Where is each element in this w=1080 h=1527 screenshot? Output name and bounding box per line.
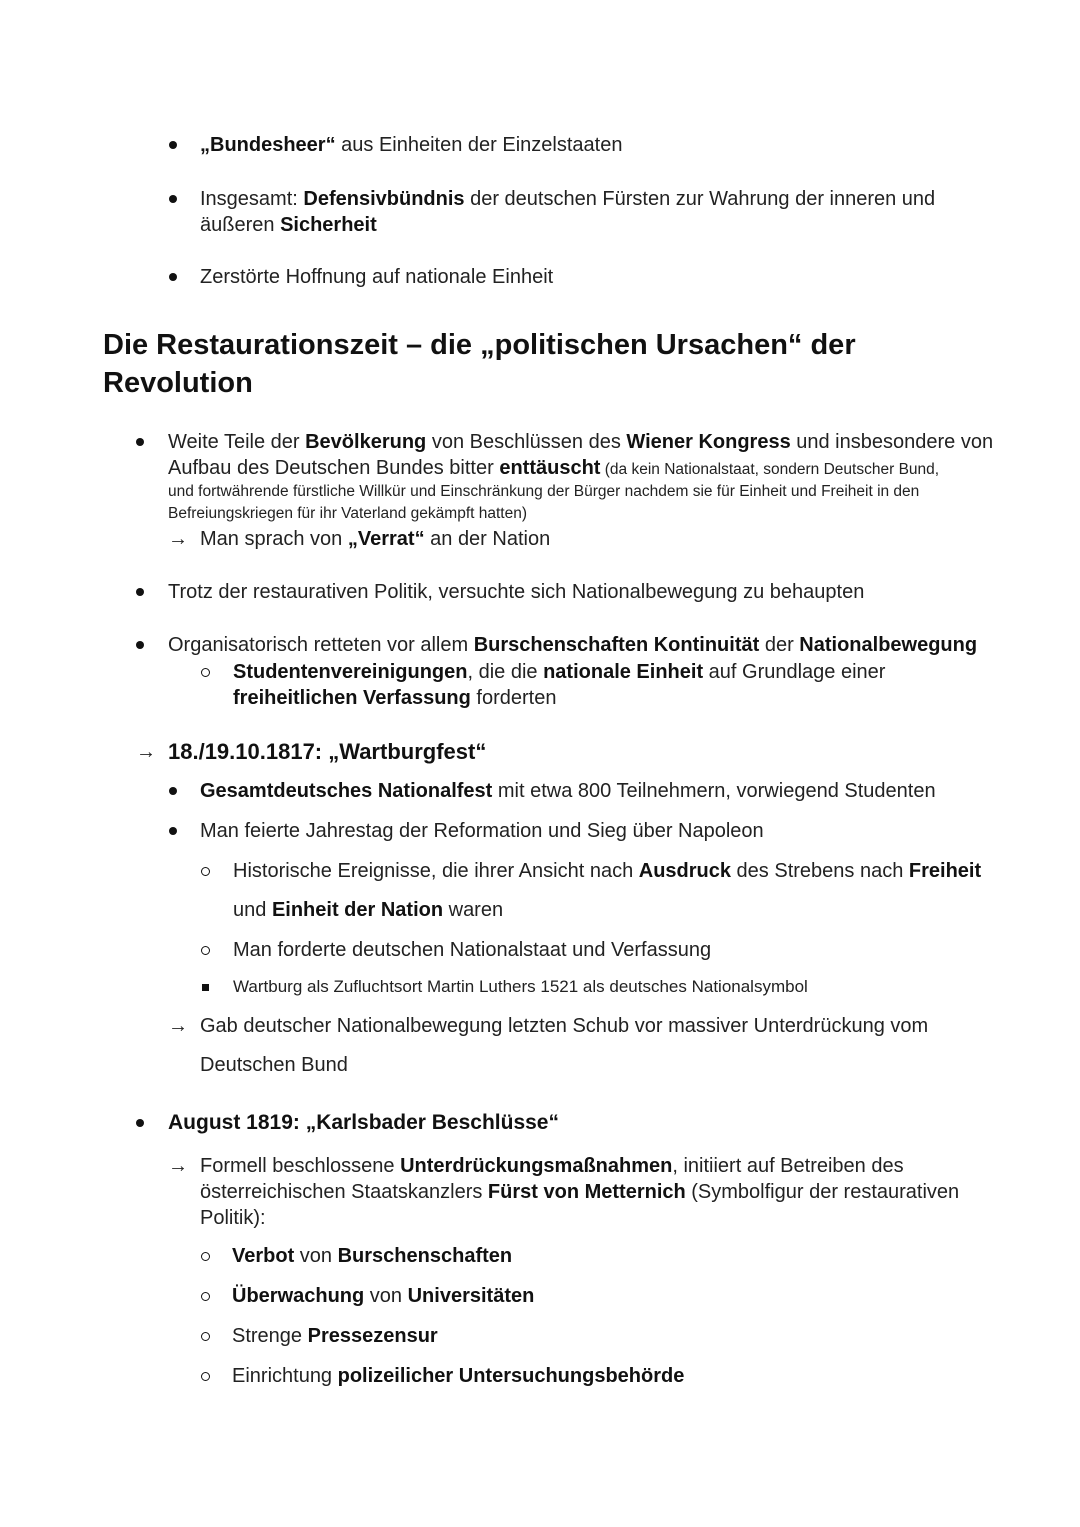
section-heading: Die Restaurationszeit – die „politischen Ursachen“ der <box>103 329 856 361</box>
bevoelkerung-note: und fortwährende fürstliche Willkür und Einschränkung der Bürger nachdem sie für Einheit und Freiheit in den <box>168 483 920 500</box>
arrow-icon: → <box>168 528 188 550</box>
karlsbad-line-1: Formell beschlossene Unterdrückungsmaßnahmen, initiiert auf Betreiben des <box>200 1155 904 1177</box>
nationalbewegung-line: Trotz der restaurativen Politik, versuchte sich Nationalbewegung zu behaupten <box>168 581 865 603</box>
circle-bullet-icon <box>201 946 210 955</box>
jahrestag-line: Man feierte Jahrestag der Reformation und Sieg über Napoleon <box>200 820 764 842</box>
verrat-line: Man sprach von „Verrat“ an der Nation <box>200 528 551 550</box>
studentenvereinigungen-line-2: freiheitlichen Verfassung forderten <box>233 687 557 709</box>
ereignisse-line: Historische Ereignisse, die ihrer Ansicht nach Ausdruck des Strebens nach Freiheit <box>233 860 982 882</box>
bullet-icon <box>136 588 144 596</box>
wartburgfest-title: 18./19.10.1817: „Wartburgfest“ <box>168 739 487 764</box>
karlsbad-item: Überwachung von Universitäten <box>232 1285 535 1307</box>
karlsbad-item: Einrichtung polizeilicher Untersuchungsbehörde <box>232 1365 685 1387</box>
bevoelkerung-line-2: Aufbau des Deutschen Bundes bitter enttäuscht (da kein Nationalstaat, sondern Deutscher Bund, <box>168 457 940 479</box>
burschenschaften-line: Organisatorisch retteten vor allem Burschenschaften Kontinuität der Nationalbewegung <box>168 634 978 656</box>
circle-bullet-icon <box>201 1332 210 1341</box>
arrow-icon: → <box>168 1015 188 1037</box>
arrow-icon: → <box>136 741 156 763</box>
circle-bullet-icon <box>201 867 210 876</box>
intro-item-defensivbuendnis: Insgesamt: Defensivbündnis der deutschen Fürsten zur Wahrung der inneren und <box>200 188 936 210</box>
karlsbad-line-2: österreichischen Staatskanzlers Fürst von Metternich (Symbolfigur der restaurativen <box>200 1181 960 1203</box>
circle-bullet-icon <box>201 668 210 677</box>
bullet-icon <box>169 787 177 795</box>
schub-line-2: Deutschen Bund <box>200 1054 348 1076</box>
bullet-icon <box>169 273 177 281</box>
ereignisse-line-2: und Einheit der Nation waren <box>233 899 504 921</box>
circle-bullet-icon <box>201 1372 210 1381</box>
bullet-icon <box>136 1119 144 1127</box>
bullet-icon <box>136 641 144 649</box>
nationalstaat-line: Man forderte deutschen Nationalstaat und Verfassung <box>233 939 712 961</box>
section-heading-cont: Revolution <box>103 367 253 399</box>
bullet-icon <box>136 438 144 446</box>
circle-bullet-icon <box>201 1252 210 1261</box>
wartburg-symbol-line: Wartburg als Zufluchtsort Martin Luthers 1521 als deutsches Nationalsymbol <box>233 977 808 996</box>
karlsbad-title: August 1819: „Karlsbader Beschlüsse“ <box>168 1111 559 1134</box>
bevoelkerung-note-2: Befreiungskriegen für ihr Vaterland gekämpft hatten) <box>168 505 527 522</box>
intro-item-bundesheer: „Bundesheer“ aus Einheiten der Einzelstaaten <box>200 134 623 156</box>
square-bullet-icon <box>202 984 209 991</box>
arrow-icon: → <box>168 1155 188 1177</box>
bullet-icon <box>169 827 177 835</box>
intro-item-defensivbuendnis-cont: äußeren Sicherheit <box>200 214 377 236</box>
bevoelkerung-line: Weite Teile der Bevölkerung von Beschlüssen des Wiener Kongress und insbesondere von <box>168 431 994 453</box>
bullet-icon <box>169 141 177 149</box>
bullet-icon <box>169 195 177 203</box>
karlsbad-line-3: Politik): <box>200 1207 266 1229</box>
studentenvereinigungen-line: Studentenvereinigungen, die die nationale Einheit auf Grundlage einer <box>233 661 886 683</box>
karlsbad-item: Verbot von Burschenschaften <box>232 1245 513 1267</box>
nationalfest-line: Gesamtdeutsches Nationalfest mit etwa 800 Teilnehmern, vorwiegend Studenten <box>200 780 936 802</box>
intro-item-hoffnung: Zerstörte Hoffnung auf nationale Einheit <box>200 266 554 288</box>
schub-line: Gab deutscher Nationalbewegung letzten Schub vor massiver Unterdrückung vom <box>200 1015 929 1037</box>
circle-bullet-icon <box>201 1292 210 1301</box>
karlsbad-item: Strenge Pressezensur <box>232 1325 438 1347</box>
